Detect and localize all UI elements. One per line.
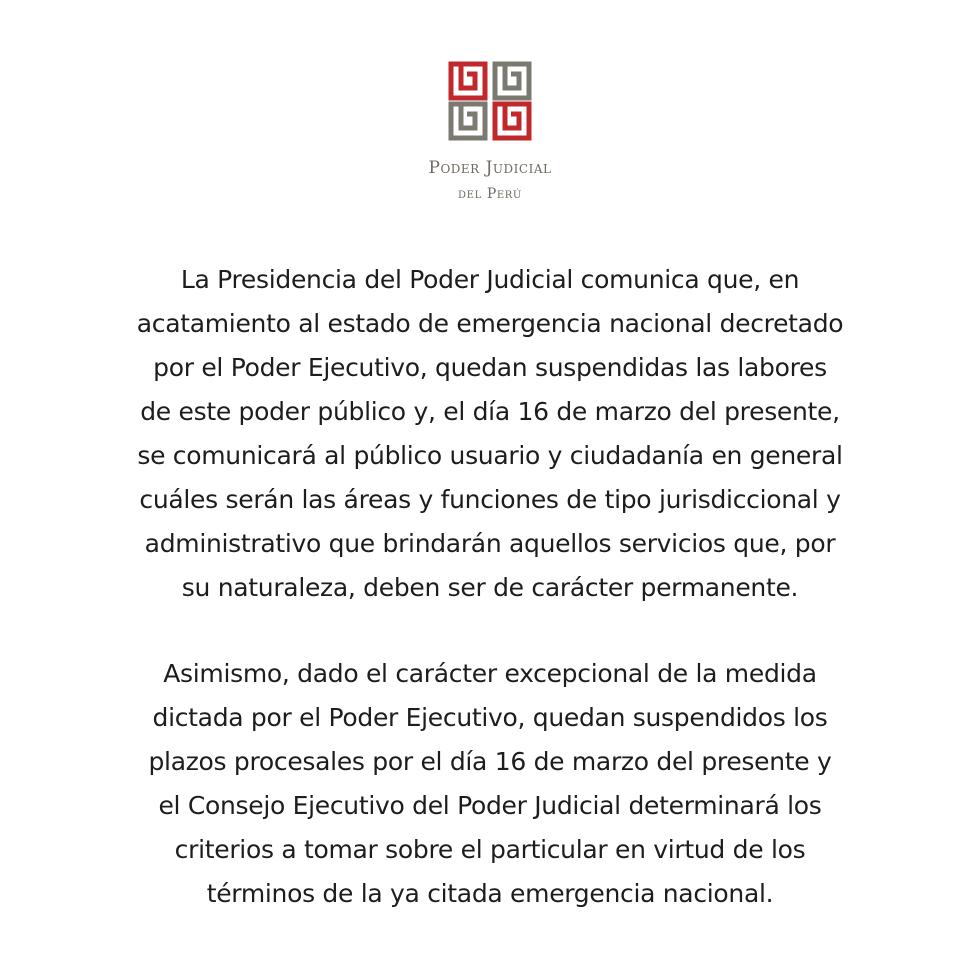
paragraph-line: se comunicará al público usuario y ciudadanía en general: [137, 441, 843, 470]
paragraph-line: su naturaleza, deben ser de carácter permanente.: [181, 573, 799, 602]
announcement-paragraph-1: [60, 258, 920, 610]
paragraph-line: dictada por el Poder Ejecutivo, quedan suspendidos los: [152, 703, 828, 732]
paragraph-line: cuáles serán las áreas y funciones de tipo jurisdiccional y: [139, 485, 841, 514]
paragraph-line: administrativo que brindarán aquellos servicios que, por: [144, 529, 836, 558]
paragraph-line: términos de la ya citada emergencia nacional.: [206, 879, 774, 908]
paragraph-line: plazos procesales por el día 16 de marzo del presente y: [148, 747, 832, 776]
paragraph-line: criterios a tomar sobre el particular en virtud de los: [174, 835, 806, 864]
logo-name-line1: Poder Judicial: [428, 158, 552, 178]
paragraph-line: La Presidencia del Poder Judicial comunica que, en: [180, 265, 800, 294]
paragraph-line: por el Poder Ejecutivo, quedan suspendidas las labores: [153, 353, 827, 382]
paragraph-line: de este poder público y, el día 16 de marzo del presente,: [140, 397, 840, 426]
paragraph-line: el Consejo Ejecutivo del Poder Judicial determinará los: [158, 791, 822, 820]
poder-judicial-emblem-icon: [447, 60, 533, 142]
paragraph-line: acatamiento al estado de emergencia nacional decretado: [136, 309, 844, 338]
paragraph-line: Asimismo, dado el carácter excepcional de la medida: [163, 659, 817, 688]
poder-judicial-logo: [390, 60, 590, 210]
announcement-paragraph-2: [60, 652, 920, 916]
logo-name-line2: del Perú: [458, 186, 522, 202]
